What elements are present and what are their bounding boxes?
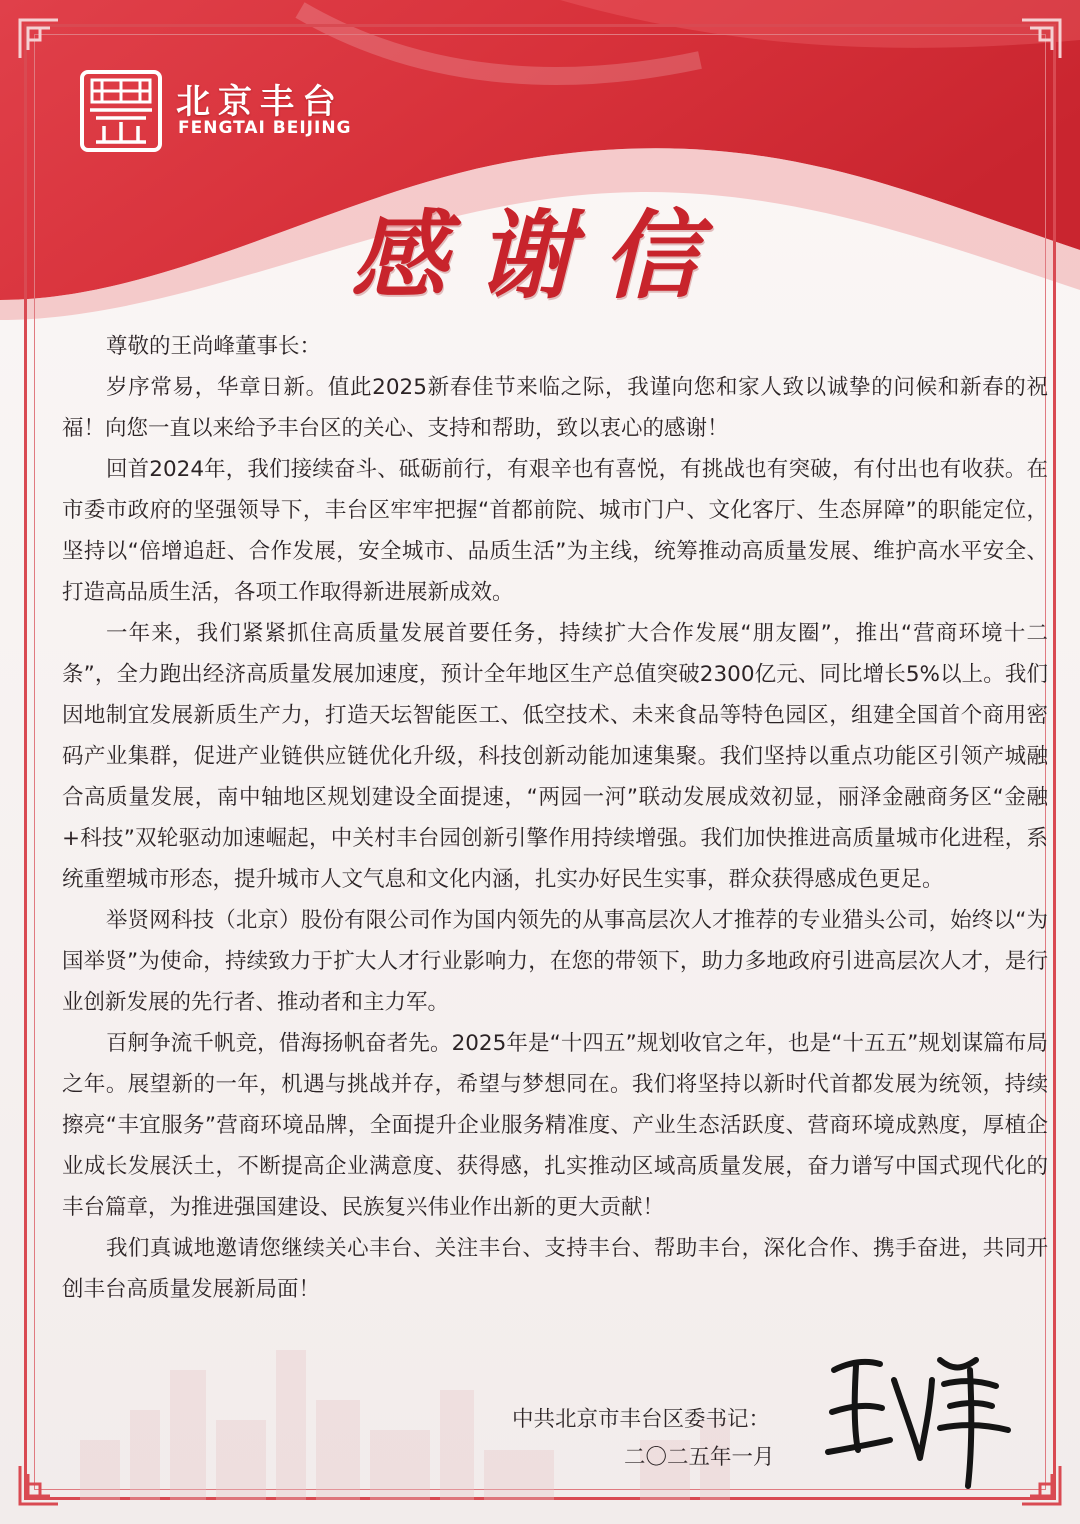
- brand-name-cn: 北京丰台: [176, 82, 344, 122]
- handwritten-signature-icon: [820, 1340, 1020, 1490]
- signoff-title: 中共北京市丰台区委书记：: [512, 1407, 771, 1432]
- paragraph: 回首2024年，我们接续奋斗、砥砺前行，有艰辛也有喜悦，有挑战也有突破，有付出也有收获。在市委市政府的坚强领导下，丰台区牢牢把握“首都前院、城市门户、文化客厅、生态屏障”的职能定位，坚持以“倍增追赶、合作发展，安全城市、品质生活”为主线，统筹推动高质量发展、维护高水平安全、打造高品质生活，各项工作取得新进展新成效。: [62, 457, 1048, 605]
- paragraph: 岁序常易，华章日新。值此2025新春佳节来临之际，我谨向您和家人致以诚挚的问候和新春的祝福！向您一直以来给予丰台区的关心、支持和帮助，致以衷心的感谢！: [62, 375, 1048, 441]
- paragraph: 举贤网科技（北京）股份有限公司作为国内领先的从事高层次人才推荐的专业猎头公司，始终以“为国举贤”为使命，持续致力于扩大人才行业影响力，在您的带领下，助力多地政府引进高层次人才，是行业创新发展的先行者、推动者和主力军。: [62, 908, 1048, 1015]
- letter-body: [62, 326, 1048, 1310]
- salutation: 尊敬的王尚峰董事长：: [106, 334, 322, 359]
- fengtai-logo-icon: [80, 70, 162, 152]
- paragraph: 我们真诚地邀请您继续关心丰台、关注丰台、支持丰台、帮助丰台，深化合作、携手奋进，共同开创丰台高质量发展新局面！: [62, 1236, 1048, 1302]
- brand-name-en: FENGTAI BEIJING: [178, 118, 352, 138]
- letter-date: 二〇二五年一月: [624, 1445, 775, 1470]
- corner-ornament-icon: [16, 16, 62, 62]
- paragraph: 一年来，我们紧紧抓住高质量发展首要任务，持续扩大合作发展“朋友圈”，推出“营商环境十二条”，全力跑出经济高质量发展加速度，预计全年地区生产总值突破2300亿元、同比增长5%以上。我们因地制宜发展新质生产力，打造天坛智能医工、低空技术、未来食品等特色园区，组建全国首个商用密码产业集群，促进产业链供应链优化升级，科技创新动能加速集聚。我们坚持以重点功能区引领产城融合高质量发展，南中轴地区规划建设全面提速，“两园一河”联动发展成效初显，丽泽金融商务区“金融+科技”双轮驱动加速崛起，中关村丰台园创新引擎作用持续增强。我们加快推进高质量城市化进程，系统重塑城市形态，提升城市人文气息和文化内涵，扎实办好民生实事，群众获得感成色更足。: [62, 621, 1048, 892]
- corner-ornament-icon: [1018, 16, 1064, 62]
- letter-title: 感谢信: [351, 199, 729, 312]
- paragraph: 百舸争流千帆竞，借海扬帆奋者先。2025年是“十四五”规划收官之年，也是“十五五”规划谋篇布局之年。展望新的一年，机遇与挑战并存，希望与梦想同在。我们将坚持以新时代首都发展为统领，持续擦亮“丰宜服务”营商环境品牌，全面提升企业服务精准度、产业生态活跃度、营商环境成熟度，厚植企业成长发展沃土，不断提高企业满意度、获得感，扎实推动区域高质量发展，奋力谱写中国式现代化的丰台篇章，为推进强国建设、民族复兴伟业作出新的更大贡献！: [62, 1031, 1048, 1220]
